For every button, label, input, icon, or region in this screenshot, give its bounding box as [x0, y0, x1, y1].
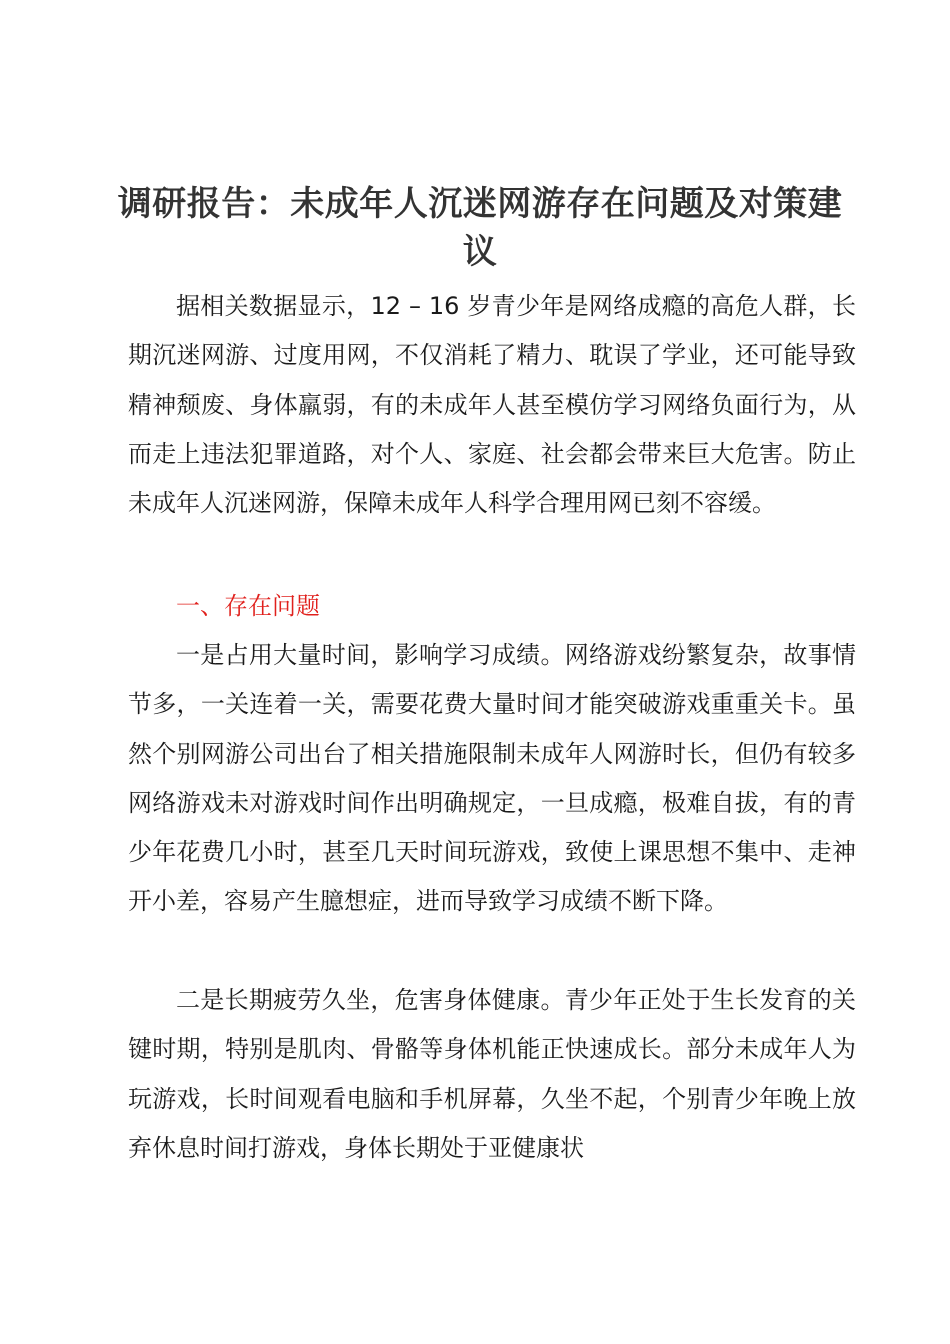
page-title: 调研报告：未成年人沉迷网游存在问题及对策建议 — [117, 184, 843, 272]
section-heading: 一、存在问题 — [176, 592, 320, 620]
paragraph-1: 一是占用大量时间，影响学习成绩。网络游戏纷繁复杂，故事情节多，一关连着一关，需要花费大量时间才能突破游戏重重关卡。虽然个别网游公司出台了相关措施限制未成年人网游时长，但仍有较多网络游戏未对游戏时间作出明确规定，一旦成瘾，极难自拔，有的青少年花费几小时，甚至几天时间玩游戏，致使上课思想不集中、走神开小差，容易产生臆想症，进而导致学习成绩不断下降。 — [128, 641, 856, 916]
paragraph-2: 二是长期疲劳久坐，危害身体健康。青少年正处于生长发育的关键时期，特别是肌肉、骨骼等身体机能正快速成长。部分未成年人为玩游戏，长时间观看电脑和手机屏幕，久坐不起，个别青少年晚上放弃休息时间打游戏，身体长期处于亚健康状 — [128, 986, 856, 1162]
intro-paragraph: 据相关数据显示，12 – 16 岁青少年是网络成瘾的高危人群，长期沉迷网游、过度用网，不仅消耗了精力、耽误了学业，还可能导致精神颓废、身体羸弱，有的未成年人甚至模仿学习网络负面行为，从而走上违法犯罪道路，对个人、家庭、社会都会带来巨大危害。防止未成年人沉迷网游，保障未成年人科学合理用网已刻不容缓。 — [128, 292, 856, 518]
